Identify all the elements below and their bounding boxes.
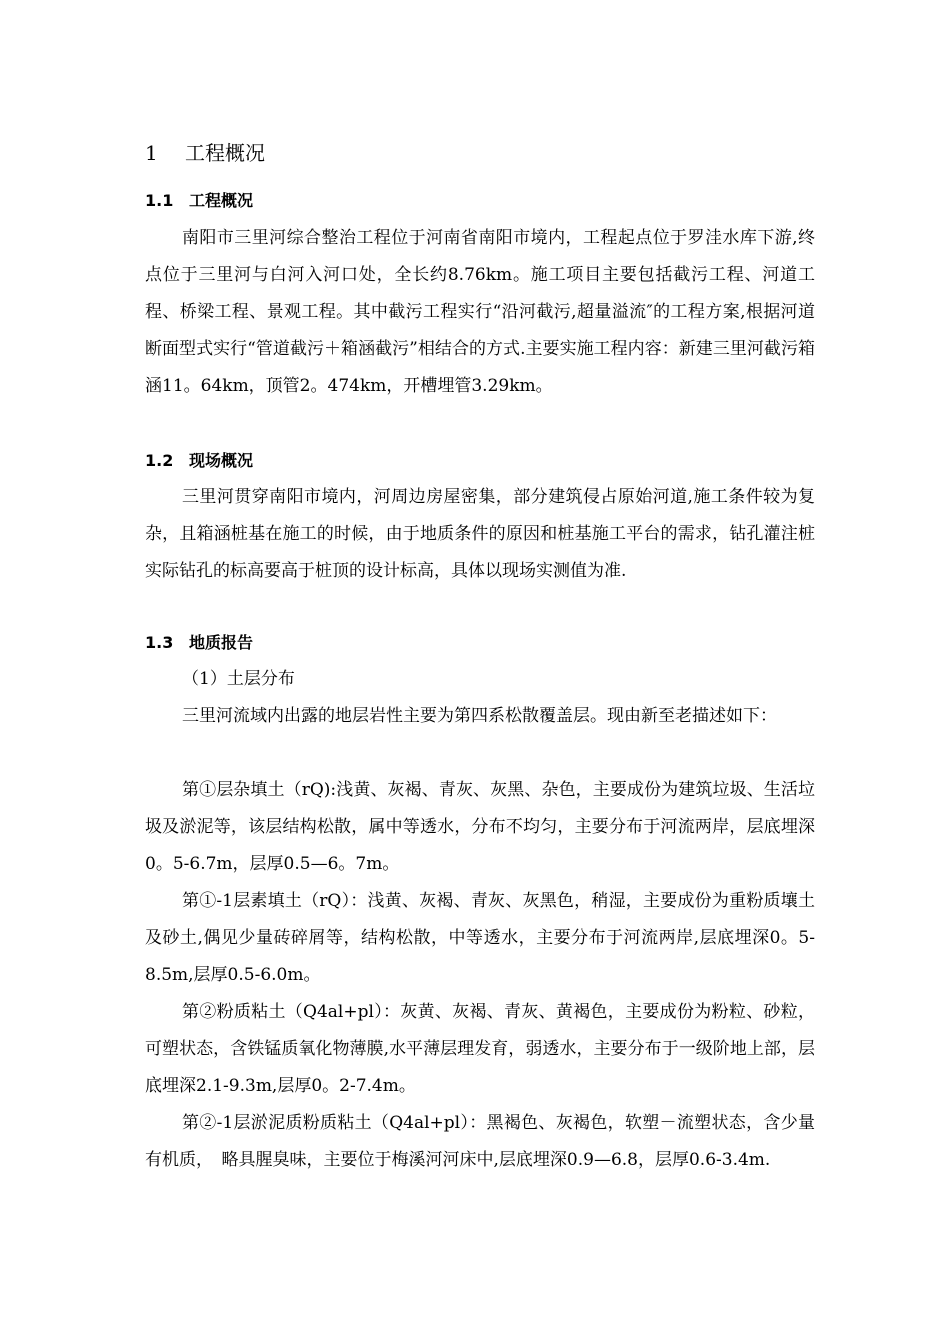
section-number: 1.3: [145, 633, 174, 652]
paragraph-layer-1-1: 第①-1层素填土（rQ）：浅黄、灰褐、青灰、灰黑色，稍湿，主要成份为重粉质壤土及砂土,偶见少量砖碎屑等，结构松散，中等透水，主要分布于河流两岸,层底埋深0。5-8.5m,层厚0.5-6.0m。: [145, 891, 815, 985]
section-number: 1.1: [145, 191, 174, 210]
subheading-soil-distribution: （1）土层分布: [182, 669, 295, 689]
section-1-1-heading: [145, 190, 253, 212]
paragraph-layer-2: 第②粉质粘土（Q4al+pl）：灰黄、灰褐、青灰、黄褐色，主要成份为粉粒、砂粒，可塑状态，含铁锰质氧化物薄膜,水平薄层理发育，弱透水，主要分布于一级阶地上部，层底埋深2.1-9.3m,层厚0。2-7.4m。: [145, 1002, 815, 1096]
section-title: 现场概况: [189, 451, 254, 470]
section-1-2-heading: [145, 450, 253, 472]
section-number: 1: [145, 141, 158, 165]
section-title: 地质报告: [189, 633, 254, 652]
paragraph-site-overview: 三里河贯穿南阳市境内，河周边房屋密集，部分建筑侵占原始河道,施工条件较为复杂，且箱涵桩基在施工的时候，由于地质条件的原因和桩基施工平台的需求，钻孔灌注桩实际钻孔的标高要高于桩顶的设计标高，具体以现场实测值为准.: [145, 487, 815, 581]
section-number: 1.2: [145, 451, 174, 470]
section-title: 工程概况: [185, 141, 265, 165]
section-1-3-heading: [145, 632, 253, 654]
section-title: 工程概况: [189, 191, 254, 210]
section-1-heading: [145, 140, 265, 166]
paragraph-layer-1: 第①层杂填土（rQ):浅黄、灰褐、青灰、灰黑、杂色，主要成份为建筑垃圾、生活垃圾及淤泥等，该层结构松散，属中等透水，分布不均匀，主要分布于河流两岸，层底埋深0。5-6.7m，层厚0.5—6。7m。: [145, 780, 815, 874]
paragraph-layer-2-1: 第②-1层淤泥质粉质粘土（Q4al+pl）：黑褐色、灰褐色，软塑－流塑状态，含少量有机质， 略具腥臭味，主要位于梅溪河河床中,层底埋深0.9—6.8，层厚0.6-3.4m.: [145, 1113, 815, 1170]
paragraph-strata-intro: 三里河流域内出露的地层岩性主要为第四系松散覆盖层。现由新至老描述如下：: [182, 706, 777, 726]
paragraph-project-overview: 南阳市三里河综合整治工程位于河南省南阳市境内，工程起点位于罗洼水库下游,终点位于三里河与白河入河口处，全长约8.76km。施工项目主要包括截污工程、河道工程、桥梁工程、景观工程。其中截污工程实行“沿河截污,超量溢流″的工程方案,根据河道断面型式实行“管道截污＋箱涵截污”相结合的方式.主要实施工程内容：新建三里河截污箱涵11。64km，顶管2。474km，开槽埋管3.29km。: [145, 228, 815, 396]
